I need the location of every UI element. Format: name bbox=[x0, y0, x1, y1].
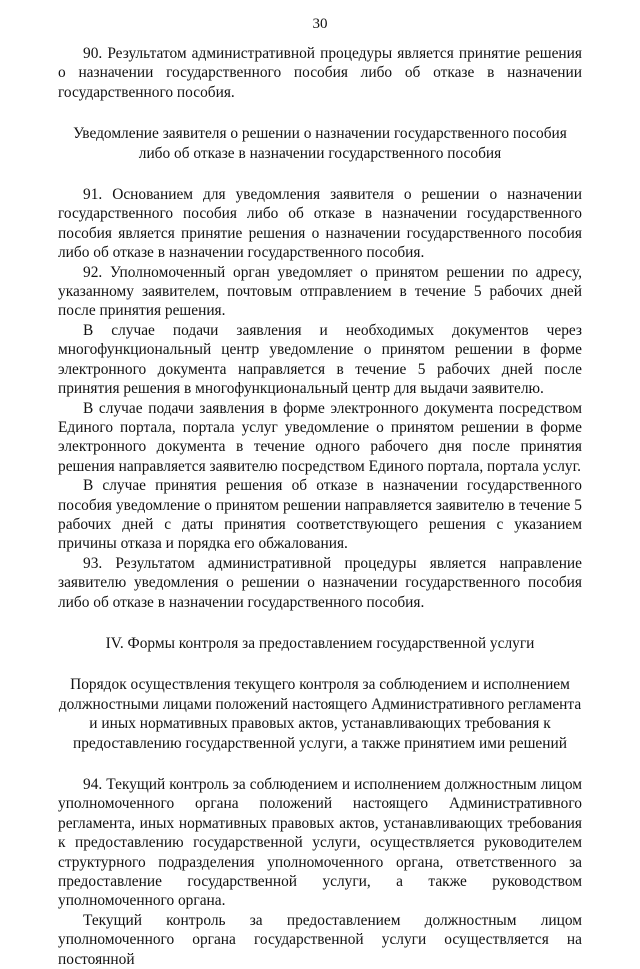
section-heading: Порядок осуществления текущего контроля за соблюдением и исполнением должностными лицами положений настоящего Административного регламента и иных нормативных правовых актов, устанавливающих требования к предоставлению государственной услуги, а также принятием ими решений bbox=[58, 676, 582, 752]
spacer bbox=[58, 653, 582, 675]
paragraph: 92. Уполномоченный орган уведомляет о принятом решении по адресу, указанному заявителем, почтовым отправлением в течение 5 рабочих дней после принятия решения. bbox=[58, 263, 582, 320]
paragraph: Текущий контроль за предоставлением должностным лицом уполномоченного органа государственной услуги осуществляется на постоянной bbox=[58, 911, 582, 968]
paragraph: 93. Результатом административной процедуры является направление заявителю уведомления о решении о назначении государственного пособия либо об отказе в назначении государственного пособия. bbox=[58, 554, 582, 611]
paragraph: 91. Основанием для уведомления заявителя о решении о назначении государственного пособия либо об отказе в назначении государственного пособия является принятие решения о назначении государственного пособия либо об отказе в назначении государственного пособия. bbox=[58, 186, 582, 262]
spacer bbox=[58, 753, 582, 775]
paragraph: В случае подачи заявления в форме электронного документа посредством Единого портала, портала услуг уведомление о принятом решении в форме электронного документа в течение одного рабочего дня после принятия решения направляется заявителю посредством Единого портала, портала услуг. bbox=[58, 399, 582, 475]
section-heading: Уведомление заявителя о решении о назначении государственного пособия либо об отказе в назначении государственного пособия bbox=[73, 125, 567, 162]
document-body bbox=[58, 44, 582, 969]
paragraph: 90. Результатом административной процедуры является принятие решения о назначении государственного пособия либо об отказе в назначении государственного пособия. bbox=[58, 45, 582, 101]
paragraph: 94. Текущий контроль за соблюдением и исполнением должностным лицом уполномоченного органа положений настоящего Административного регламента, иных нормативных правовых актов, устанавливающих требования к предоставлению государственной услуги, осуществляется руководителем структурного подразделения уполномоченного органа, ответственного за предоставление государственной услуги, а также руководством уполномоченного органа. bbox=[58, 776, 582, 910]
page-number: 30 bbox=[312, 16, 328, 32]
spacer bbox=[58, 163, 582, 185]
section-heading: IV. Формы контроля за предоставлением государственной услуги bbox=[105, 634, 535, 652]
paragraph: В случае принятия решения об отказе в назначении государственного пособия уведомление о принятом решении направляется заявителю в течение 5 рабочих дней с даты принятия соответствующего решения с указанием причины отказа и порядка его обжалования. bbox=[58, 477, 582, 553]
paragraph: В случае подачи заявления и необходимых документов через многофункциональный центр уведомление о принятом решении в форме электронного документа направляется в течение 5 рабочих дней после принятия решения в многофункциональный центр для выдачи заявителю. bbox=[58, 321, 582, 398]
spacer bbox=[58, 102, 582, 124]
spacer bbox=[58, 612, 582, 634]
